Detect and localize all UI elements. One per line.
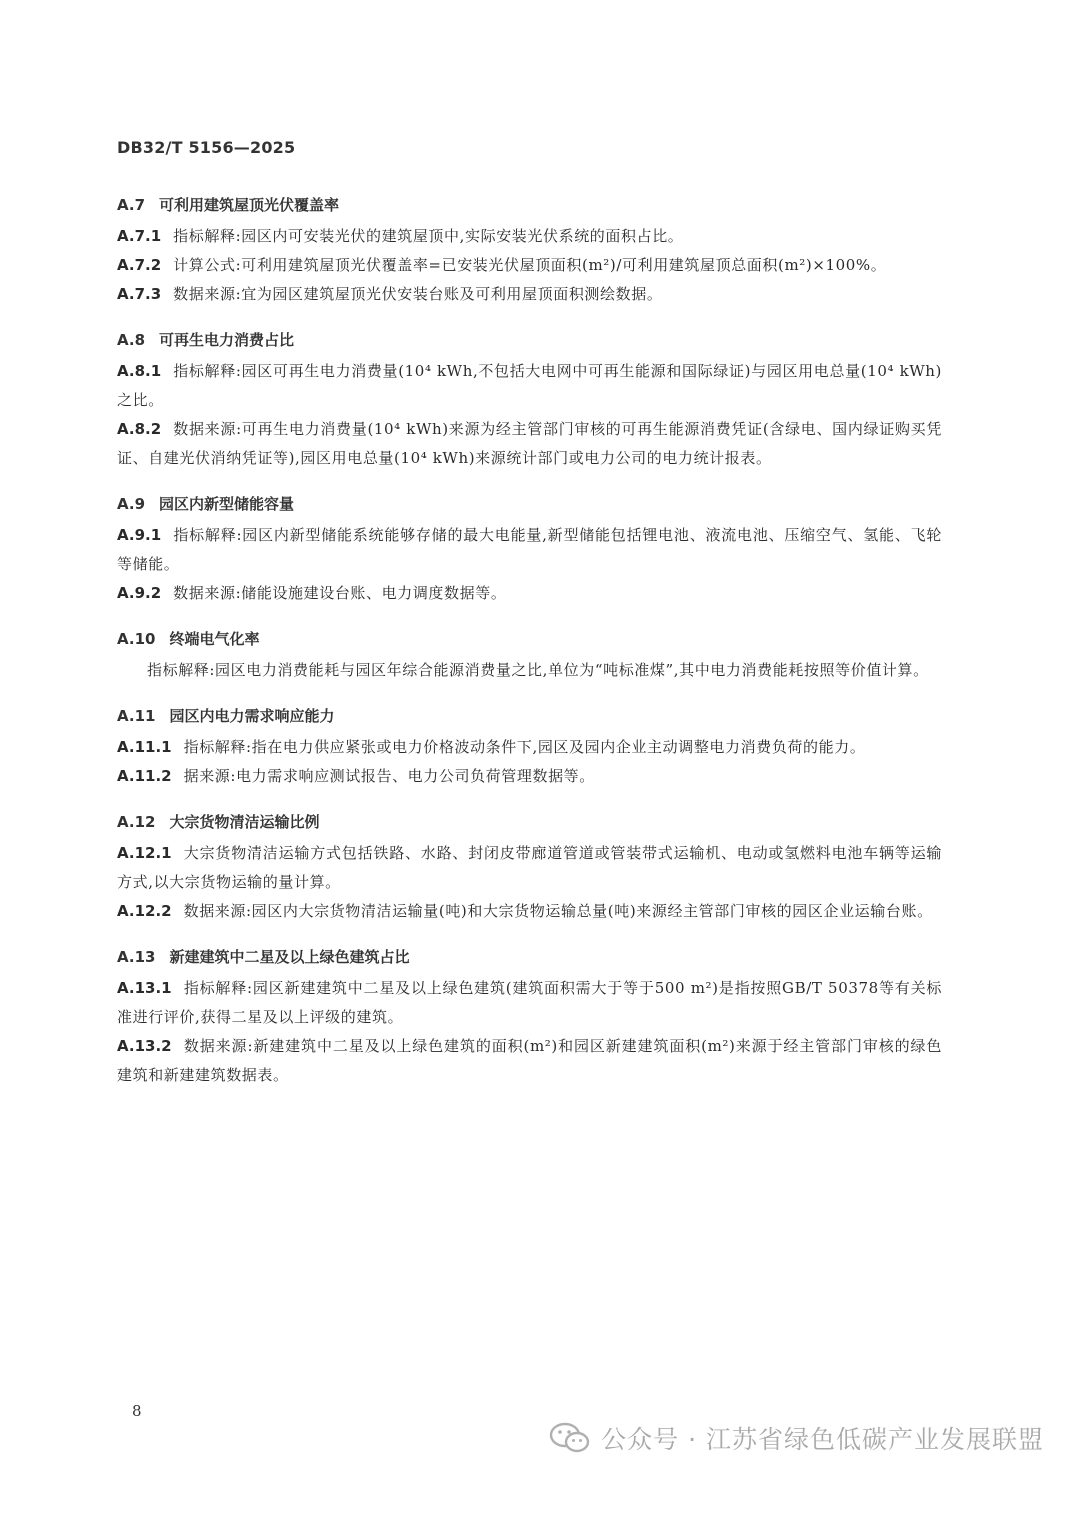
clause-number: A.9.2 xyxy=(117,584,162,602)
section-a9 xyxy=(117,487,942,608)
section-number: A.7 xyxy=(117,196,146,214)
clause-text: 指标解释:园区内可安装光伏的建筑屋顶中,实际安装光伏系统的面积占比。 xyxy=(173,227,684,245)
section-a8 xyxy=(117,323,942,473)
clause xyxy=(117,897,942,926)
section-number: A.13 xyxy=(117,948,156,966)
clause-number: A.8.2 xyxy=(117,420,162,438)
section-heading xyxy=(117,622,942,656)
clause-text: 指标解释:园区可再生电力消费量(10⁴ kWh,不包括大电网中可再生能源和国际绿证)与园区用电总量(10⁴ kWh)之比。 xyxy=(117,362,942,409)
clause-number: A.8.1 xyxy=(117,362,162,380)
clause xyxy=(117,656,942,685)
clause-number: A.7.3 xyxy=(117,285,162,303)
watermark xyxy=(549,1420,1044,1456)
section-title: 大宗货物清洁运输比例 xyxy=(169,813,320,831)
clause xyxy=(117,839,942,897)
section-heading xyxy=(117,323,942,357)
clause-number: A.11.1 xyxy=(117,738,172,756)
clause-number: A.11.2 xyxy=(117,767,172,785)
section-title: 可利用建筑屋顶光伏覆盖率 xyxy=(159,196,340,214)
section-heading xyxy=(117,487,942,521)
clause xyxy=(117,357,942,415)
section-heading xyxy=(117,805,942,839)
clause-text: 指标解释:园区新建建筑中二星及以上绿色建筑(建筑面积需大于等于500 m²)是指按照GB/T 50378等有关标准进行评价,获得二星及以上评级的建筑。 xyxy=(117,979,942,1026)
clause-text: 数据来源:可再生电力消费量(10⁴ kWh)来源为经主管部门审核的可再生能源消费凭证(含绿电、国内绿证购买凭证、自建光伏消纳凭证等),园区用电总量(10⁴ kWh)来源统计部门或电力公司的电力统计报表。 xyxy=(117,420,942,467)
section-a7 xyxy=(117,188,942,309)
clause-number: A.9.1 xyxy=(117,526,162,544)
section-title: 可再生电力消费占比 xyxy=(159,331,295,349)
page-number: 8 xyxy=(132,1402,142,1420)
clause-number: A.13.1 xyxy=(117,979,172,997)
section-title: 新建建筑中二星及以上绿色建筑占比 xyxy=(169,948,410,966)
section-number: A.8 xyxy=(117,331,146,349)
clause xyxy=(117,579,942,608)
clause xyxy=(117,415,942,473)
section-heading xyxy=(117,188,942,222)
section-a11 xyxy=(117,699,942,791)
section-number: A.12 xyxy=(117,813,156,831)
clause xyxy=(117,762,942,791)
document-body xyxy=(117,188,942,1090)
clause-text: 据来源:电力需求响应测试报告、电力公司负荷管理数据等。 xyxy=(183,767,595,785)
section-title: 园区内新型储能容量 xyxy=(159,495,295,513)
clause-text: 数据来源:宜为园区建筑屋顶光伏安装台账及可利用屋顶面积测绘数据。 xyxy=(173,285,663,303)
document-code: DB32/T 5156—2025 xyxy=(117,138,296,157)
clause-text: 数据来源:园区内大宗货物清洁运输量(吨)和大宗货物运输总量(吨)来源经主管部门审核的园区企业运输台账。 xyxy=(183,902,933,920)
section-number: A.9 xyxy=(117,495,146,513)
clause xyxy=(117,733,942,762)
section-heading xyxy=(117,699,942,733)
section-a12 xyxy=(117,805,942,926)
clause xyxy=(117,280,942,309)
clause-number: A.12.1 xyxy=(117,844,172,862)
clause-text: 数据来源:新建建筑中二星及以上绿色建筑的面积(m²)和园区新建建筑面积(m²)来源于经主管部门审核的绿色建筑和新建建筑数据表。 xyxy=(117,1037,942,1084)
section-heading xyxy=(117,940,942,974)
section-a10 xyxy=(117,622,942,685)
section-title: 园区内电力需求响应能力 xyxy=(169,707,335,725)
section-title: 终端电气化率 xyxy=(169,630,260,648)
clause xyxy=(117,251,942,280)
clause xyxy=(117,521,942,579)
clause xyxy=(117,222,942,251)
clause-text: 数据来源:储能设施建设台账、电力调度数据等。 xyxy=(173,584,507,602)
watermark-text: 公众号 · 江苏省绿色低碳产业发展联盟 xyxy=(601,1425,1044,1454)
clause-text: 指标解释:园区内新型储能系统能够存储的最大电能量,新型储能包括锂电池、液流电池、压缩空气、氢能、飞轮等储能。 xyxy=(117,526,942,573)
clause-text: 指标解释:指在电力供应紧张或电力价格波动条件下,园区及园内企业主动调整电力消费负荷的能力。 xyxy=(183,738,866,756)
clause-text: 计算公式:可利用建筑屋顶光伏覆盖率=已安装光伏屋顶面积(m²)/可利用建筑屋顶总面积(m²)×100%。 xyxy=(173,256,887,274)
clause-text: 大宗货物清洁运输方式包括铁路、水路、封闭皮带廊道管道或管装带式运输机、电动或氢燃料电池车辆等运输方式,以大宗货物运输的量计算。 xyxy=(117,844,942,891)
clause-number: A.12.2 xyxy=(117,902,172,920)
clause-number: A.13.2 xyxy=(117,1037,172,1055)
section-number: A.11 xyxy=(117,707,156,725)
clause xyxy=(117,1032,942,1090)
clause-number: A.7.2 xyxy=(117,256,162,274)
section-number: A.10 xyxy=(117,630,156,648)
wechat-icon xyxy=(549,1421,591,1455)
clause-text: 指标解释:园区电力消费能耗与园区年综合能源消费量之比,单位为“吨标准煤”,其中电力消费能耗按照等价值计算。 xyxy=(147,661,929,679)
section-a13 xyxy=(117,940,942,1090)
clause-number: A.7.1 xyxy=(117,227,162,245)
clause xyxy=(117,974,942,1032)
